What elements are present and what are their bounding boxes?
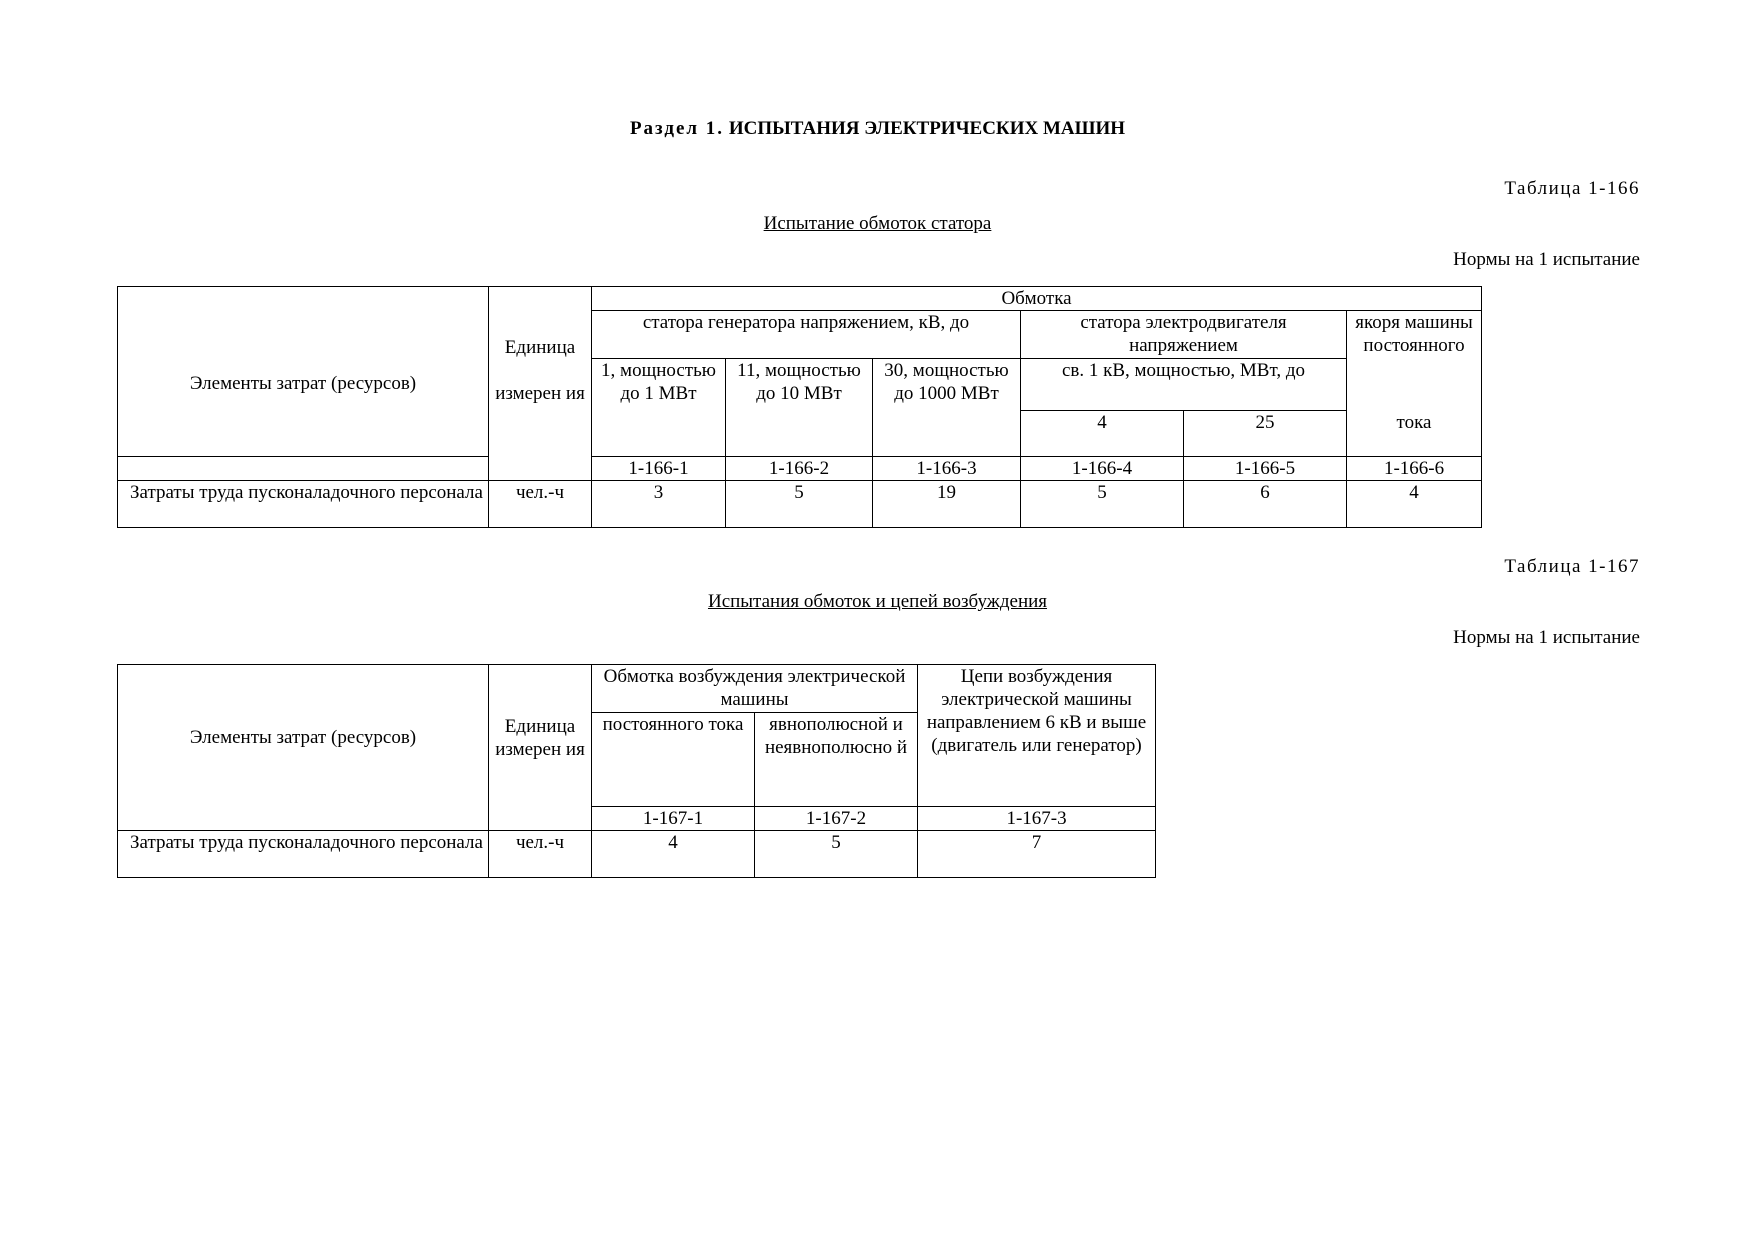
codes-blank: [489, 457, 592, 481]
code-cell: 1-166-4: [1021, 457, 1184, 481]
code-cell: 1-166-6: [1347, 457, 1482, 481]
value-cell: 4: [1347, 481, 1482, 528]
value-cell: 3: [592, 481, 726, 528]
header-elements: Элементы затрат (ресурсов): [118, 287, 489, 457]
header-stator-motor: статора электродвигателя напряжением: [1021, 311, 1347, 359]
header-elements: Элементы затрат (ресурсов): [118, 665, 489, 831]
code-cell: 1-166-2: [726, 457, 873, 481]
header-col-2: 11, мощностью до 10 МВт: [726, 359, 873, 457]
codes-blank: [118, 457, 489, 481]
header-unit-top: Единица: [489, 287, 592, 359]
header-winding: Обмотка: [592, 287, 1482, 311]
value-cell: 6: [1184, 481, 1347, 528]
section-title: [0, 118, 1755, 140]
value-cell: 7: [918, 831, 1156, 878]
header-dc: постоянного тока: [592, 713, 755, 807]
section-label: Раздел 1.: [629, 118, 725, 139]
header-col-5: 25: [1184, 411, 1347, 457]
header-excitation-winding: Обмотка возбуждения электрической машины: [592, 665, 918, 713]
table-167-norms: Нормы на 1 испытание: [1453, 627, 1640, 648]
code-cell: 1-167-3: [918, 807, 1156, 831]
row-unit: чел.-ч: [489, 831, 592, 878]
value-cell: 5: [1021, 481, 1184, 528]
code-cell: 1-167-2: [755, 807, 918, 831]
table-167: [117, 664, 1156, 878]
table-row: [118, 481, 1482, 528]
table-166-norms: Нормы на 1 испытание: [1453, 249, 1640, 270]
header-unit-bottom: измерен ия: [489, 359, 592, 457]
code-cell: 1-166-1: [592, 457, 726, 481]
code-cell: 1-167-1: [592, 807, 755, 831]
codes-row: [118, 457, 1482, 481]
row-unit: чел.-ч: [489, 481, 592, 528]
section-heading: ИСПЫТАНИЯ ЭЛЕКТРИЧЕСКИХ МАШИН: [728, 118, 1126, 139]
value-cell: 5: [726, 481, 873, 528]
header-salient: явнополюсной и неявнополюсно й: [755, 713, 918, 807]
value-cell: 5: [755, 831, 918, 878]
table-166-caption: Испытание обмоток статора: [763, 213, 992, 234]
row-name: Затраты труда пусконаладочного персонала: [118, 831, 489, 878]
table-167-caption: Испытания обмоток и цепей возбуждения: [707, 591, 1048, 612]
header-excitation-circuits: Цепи возбуждения электрической машины направлением 6 кВ и выше (двигатель или генератор): [918, 665, 1156, 807]
table-row: [118, 831, 1156, 878]
table-166-number: Таблица 1-166: [1504, 178, 1640, 199]
table-167-number: Таблица 1-167: [1504, 556, 1640, 577]
header-stator-generator: статора генератора напряжением, кВ, до: [592, 311, 1021, 359]
code-cell: 1-166-3: [873, 457, 1021, 481]
header-unit: Единица измерен ия: [489, 665, 592, 831]
value-cell: 4: [592, 831, 755, 878]
header-armature-top: якоря машины постоянного: [1347, 311, 1482, 411]
code-cell: 1-166-5: [1184, 457, 1347, 481]
header-col-1: 1, мощностью до 1 МВт: [592, 359, 726, 457]
header-armature-bottom: тока: [1347, 411, 1482, 457]
table-166: [117, 286, 1482, 528]
header-col-4: 4: [1021, 411, 1184, 457]
row-name: Затраты труда пусконаладочного персонала: [118, 481, 489, 528]
header-motor-power: св. 1 кВ, мощностью, МВт, до: [1021, 359, 1347, 411]
value-cell: 19: [873, 481, 1021, 528]
header-col-3: 30, мощностью до 1000 МВт: [873, 359, 1021, 457]
